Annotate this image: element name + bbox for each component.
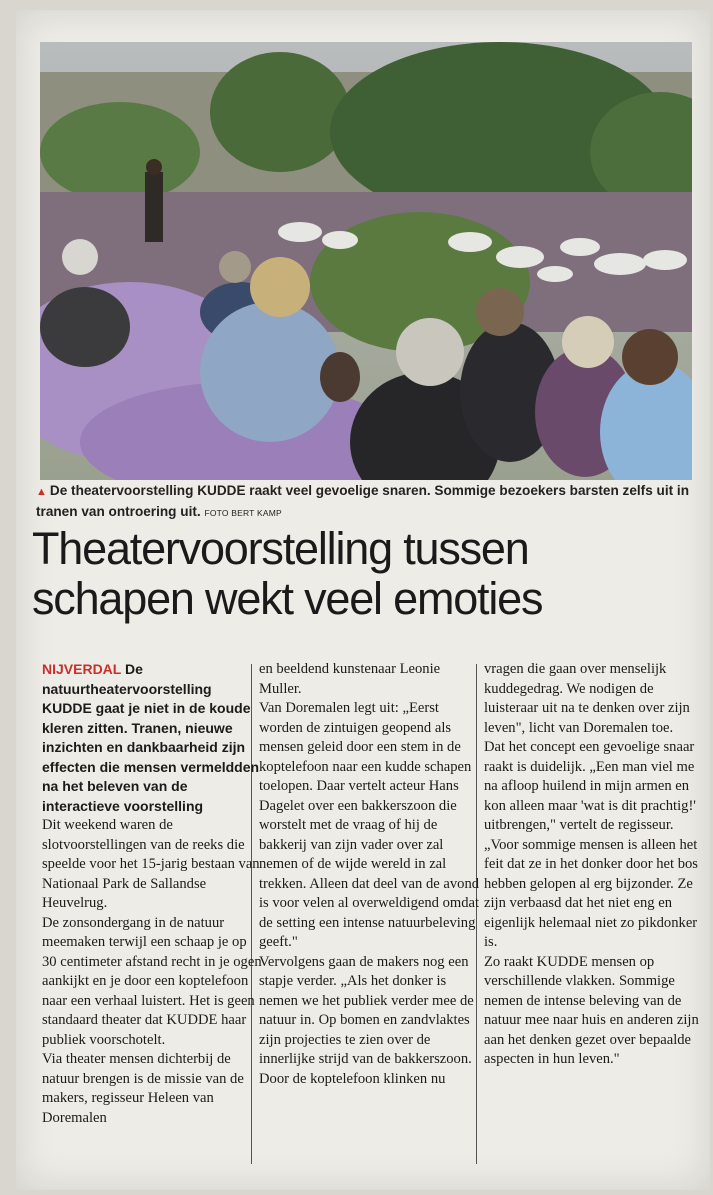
paragraph: De zonsondergang in de natuur meemaken terwijl een schaap je op 30 centimeter afstand recht in je ogen aankijkt en je door een koptelefoon naar een verhaal luistert. Het is geen standaard theater dat KUDDE haar publiek voorschotelt. [42, 914, 262, 1048]
article-column-1 [42, 660, 264, 1128]
paragraph: Dit weekend waren de slotvoorstellingen van de reeks die speelde voor het 15-jarig bestaan van Nationaal Park de Sallandse Heuvelrug. [42, 817, 260, 911]
paragraph: en beeldend kunstenaar Leonie Muller. [259, 661, 441, 697]
paragraph: Dat het concept een gevoelige snaar raakt is duidelijk. „Een man viel me na afloop huilend in mijn armen en kon alleen maar 'wat is dit prachtig!' uitbrengen," vertelt de regisseur. „Voor sommige mensen is alleen het feit dat ze in het donker door het bos hebben gelopen al erg bijzonder. Ze zijn verbaasd dat het niet eng en eigenlijk helemaal niet zo pikdonker is. [484, 739, 698, 950]
caption-text: De theatervoorstelling KUDDE raakt veel gevoelige snaren. Sommige bezoekers barsten zelfs uit in tranen van ontroering uit. [36, 483, 690, 519]
article-photo [40, 42, 692, 480]
article-column-2 [259, 660, 481, 1089]
paragraph: Vervolgens gaan de makers nog een stapje verder. „Als het donker is nemen we het publiek verder mee de natuur in. Op bomen en zandvlaktes zijn projecties te zien over de innerlijke strijd van de bakkerszoon. Door de koptelefoon klinken nu [259, 953, 474, 1087]
paragraph: vragen die gaan over menselijk kuddegedrag. We nodigen de luisteraar uit na te denken over zijn leven", licht van Doremalen toe. [484, 661, 690, 736]
article-lead [42, 660, 264, 816]
photo-caption [36, 481, 696, 523]
article-column-3 [484, 660, 706, 1070]
paragraph: Via theater mensen dichterbij de natuur brengen is de missie van de makers, regisseur Heleen van Doremalen [42, 1051, 244, 1126]
headline-line-1: Theatervoorstelling tussen [32, 523, 529, 574]
photo-credit: FOTO BERT KAMP [204, 508, 282, 518]
lead-text: De natuurtheatervoorstelling KUDDE gaat je niet in de koude kleren zitten. Tranen, nieuwe inzichten en dankbaarheid zijn effecten die mensen vermeldden na het beleven van de interactieve voorstelling [42, 661, 260, 814]
paragraph: Van Doremalen legt uit: „Eerst worden de zintuigen geopend als mensen geleid door een stem in de koptelefoon naar een kudde schapen toelopen. Daar vertelt acteur Hans Dagelet over een bakkerszoon die worstelt met de vraag of hij de bakkerij van zijn vader over zal nemen of de wijde wereld in zal trekken. Alleen dat deel van de avond is voor velen al overweldigend omdat de setting een intense natuurbeleving geeft." [259, 700, 480, 950]
dateline: NIJVERDAL [42, 661, 122, 677]
heathland-photo-icon [40, 42, 692, 480]
caption-marker-icon: ▲ [36, 486, 47, 498]
headline-line-2: schapen wekt veel emoties [32, 573, 543, 624]
paragraph: Zo raakt KUDDE mensen op verschillende vlakken. Sommige nemen de intense beleving van de natuur mee naar huis en anderen zijn aan het denken gezet over bepaalde aspecten in hun leven." [484, 953, 699, 1067]
headline [32, 524, 692, 624]
